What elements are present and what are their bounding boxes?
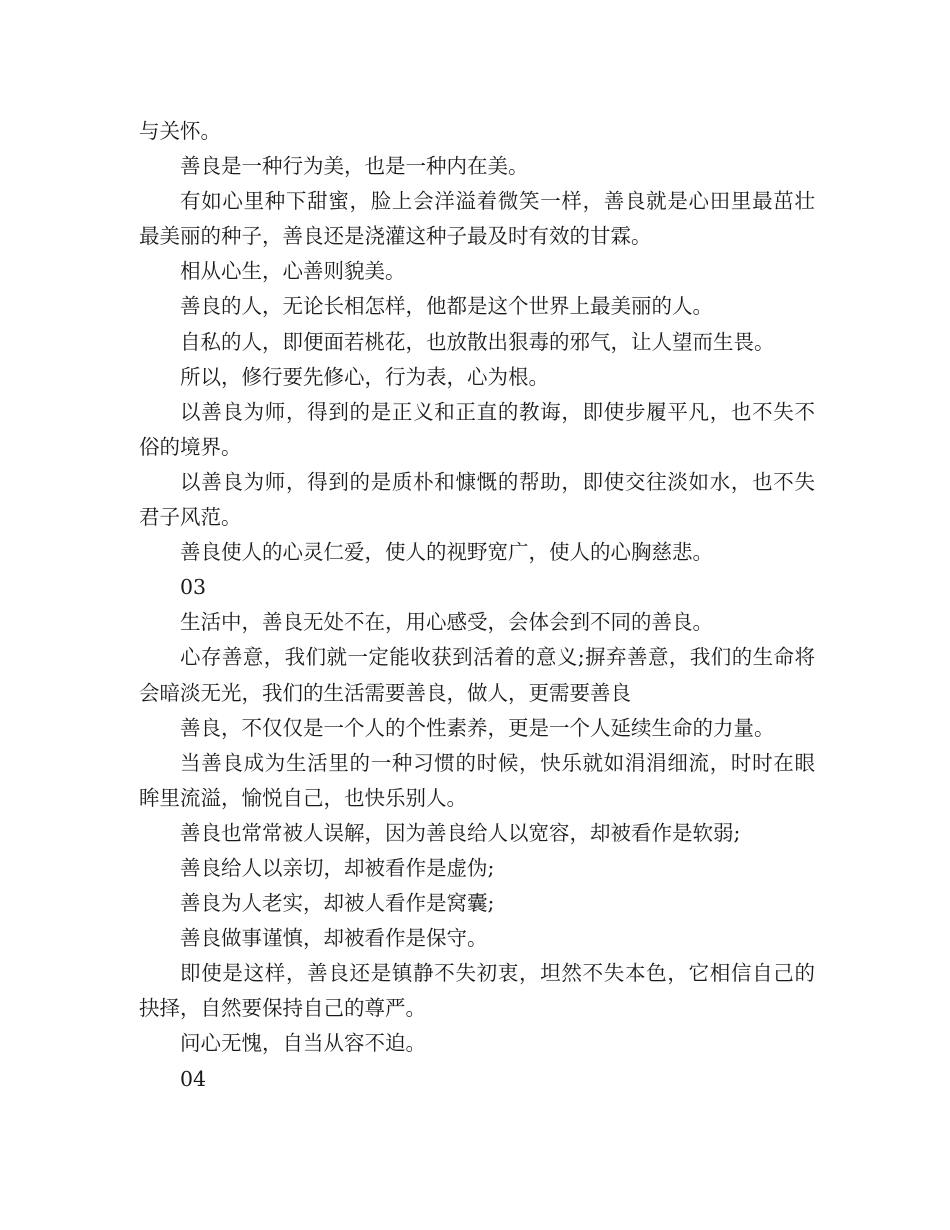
paragraph: 善良给人以亲切，却被看作是虚伪; xyxy=(180,855,495,880)
paragraph: 以善良为师，得到的是质朴和慷慨的帮助，即使交往淡如水，也不失君子风范。 xyxy=(139,469,815,530)
paragraph: 善良也常常被人误解，因为善良给人以宽容，却被看作是软弱; xyxy=(180,820,741,845)
paragraph: 即使是这样，善良还是镇静不失初衷，坦然不失本色，它相信自己的抉择，自然要保持自己的尊严。 xyxy=(139,961,815,1021)
paragraph: 心存善意，我们就一定能收获到活着的意义;摒弃善意，我们的生命将会暗淡无光，我们的生活需要善良，做人，更需要善良 xyxy=(139,645,815,705)
paragraph: 自私的人，即便面若桃花，也放散出狠毒的邪气，让人望而生畏。 xyxy=(180,329,775,354)
paragraph: 善良使人的心灵仁爱，使人的视野宽广，使人的心胸慈悲。 xyxy=(180,540,713,565)
document-body xyxy=(139,114,815,1097)
paragraph: 当善良成为生活里的一种习惯的时候，快乐就如涓涓细流，时时在眼眸里流溢，愉悦自己，也快乐别人。 xyxy=(139,750,815,810)
paragraph: 善良是一种行为美，也是一种内在美。 xyxy=(180,154,529,179)
paragraph: 问心无愧，自当从容不迫。 xyxy=(180,1031,426,1056)
paragraph: 善良为人老实，却被人看作是窝囊; xyxy=(180,891,495,916)
section-number: 03 xyxy=(180,575,207,600)
paragraph: 有如心里种下甜蜜，脸上会洋溢着微笑一样，善良就是心田里最茁壮最美丽的种子，善良还是浇灌这种子最及时有效的甘霖。 xyxy=(139,189,815,249)
paragraph: 相从心生，心善则貌美。 xyxy=(180,259,406,284)
paragraph: 善良，不仅仅是一个人的个性素养，更是一个人延续生命的力量。 xyxy=(180,715,775,740)
paragraph: 以善良为师，得到的是正义和正直的教诲，即使步履平凡，也不失不俗的境界。 xyxy=(139,399,815,459)
paragraph: 生活中，善良无处不在，用心感受，会体会到不同的善良。 xyxy=(180,610,713,635)
section-number: 04 xyxy=(180,1066,207,1091)
paragraph: 所以，修行要先修心，行为表，心为根。 xyxy=(180,364,549,389)
paragraph: 与关怀。 xyxy=(139,119,221,143)
paragraph: 善良做事谨慎，却被看作是保守。 xyxy=(180,926,488,951)
paragraph: 善良的人，无论长相怎样，他都是这个世界上最美丽的人。 xyxy=(180,294,713,319)
